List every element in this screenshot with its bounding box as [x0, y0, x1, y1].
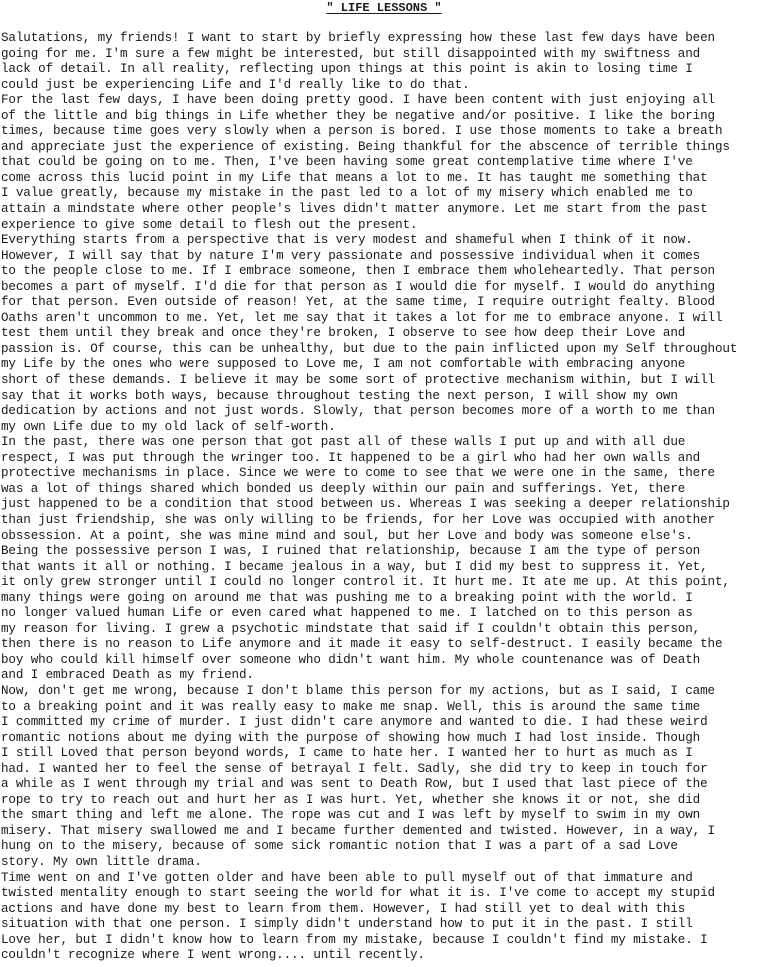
text-line: Love her, but I didn't know how to learn from my mistake, because I couldn't find my mistake. I	[1, 932, 708, 947]
text-line: to a breaking point and it was really easy to make me snap. Well, this is around the same time	[1, 699, 701, 714]
text-line: then there is no reason to Life anymore and it made it easy to self-destruct. I easily became the	[1, 637, 723, 652]
text-line: my reason for living. I grew a psychotic mindstate that said if I couldn't obtain this person,	[1, 621, 701, 636]
text-line: obssession. At a point, she was mine mind and soul, but her Love and body was someone else's.	[1, 528, 693, 543]
text-line: Salutations, my friends! I want to start by briefly expressing how these last few days have been	[1, 31, 715, 45]
text-line: protective mechanisms in place. Since we were to come to see that we were one in the same, there	[1, 466, 715, 481]
text-line: couldn't recognize where I went wrong.... until recently.	[1, 948, 425, 963]
text-line: rope to try to reach out and hurt her as I was hurt. Yet, whether she knows it or not, she did	[1, 792, 701, 807]
text-line: I committed my crime of murder. I just didn't care anymore and wanted to die. I had these weird	[1, 715, 708, 730]
text-line: the smart thing and left me alone. The rope was cut and I was left by myself to swim in my own	[1, 808, 701, 823]
text-line: Everything starts from a perspective that is very modest and shameful when I think of it now.	[1, 233, 693, 248]
text-line: test them until they break and once they're broken, I observe to see how deep their Love and	[1, 326, 686, 341]
text-line: and I embraced Death as my friend.	[1, 668, 254, 683]
document-body	[1, 31, 768, 964]
text-line: come across this lucid point in my Life that means a lot to me. It has taught me something that	[1, 170, 708, 185]
text-line: than just friendship, she was only willing to be friends, for her Love was occupied with another	[1, 512, 715, 527]
text-line: and appreciate just the experience of existing. Being thankful for the abscence of terrible things	[1, 139, 730, 154]
text-line: actions and have done my best to learn from them. However, I had still yet to deal with this	[1, 901, 686, 916]
text-line: romantic notions about me dying with the purpose of showing how much I had lost inside. Though	[1, 730, 701, 745]
page-title	[0, 2, 768, 15]
text-line: that could be going on to me. Then, I've been having some great contemplative time where I've	[1, 155, 693, 170]
text-line: say that it works both ways, because throughout testing the next person, I will show my own	[1, 388, 678, 403]
text-line: my Life by the ones who were supposed to Love me, I am not comfortable with embracing anyone	[1, 357, 686, 372]
text-line: could just be experiencing Life and I'd really like to do that.	[1, 77, 470, 92]
text-line: times, because time goes very slowly when a person is bored. I use those moments to take a breath	[1, 124, 723, 139]
text-line: Oaths aren't uncommon to me. Yet, let me say that it takes a lot for me to embrace anyone. I will	[1, 310, 723, 325]
text-line: short of these demands. I believe it may be some sort of protective mechanism within, but I will	[1, 373, 715, 388]
page-title-text: " LIFE LESSONS "	[326, 1, 442, 15]
text-line: many things were going on around me that was pushing me to a breaking point with the world. I	[1, 590, 693, 605]
text-line: However, I will say that by nature I'm very passionate and possessive individual when it comes	[1, 248, 701, 263]
text-line: for that person. Even outside of reason! Yet, at the same time, I require outright fealty. Blood	[1, 295, 715, 310]
text-line: it only grew stronger until I could no longer control it. It hurt me. It ate me up. At this point,	[1, 575, 730, 590]
text-line: Being the possessive person I was, I ruined that relationship, because I am the type of person	[1, 544, 701, 559]
text-line: boy who could kill himself over someone who didn't want him. My whole countenance was of Death	[1, 652, 701, 667]
text-line: twisted mentality enough to start seeing the world for what it is. I've come to accept my stupid	[1, 886, 715, 901]
text-line: misery. That misery swallowed me and I became further demented and twisted. However, in a way, I	[1, 823, 715, 838]
text-line: was a lot of things shared which bonded us deeply within our pain and sufferings. Yet, there	[1, 481, 686, 496]
text-line: had. I wanted her to feel the sense of betrayal I felt. Sadly, she did try to keep in touch for	[1, 761, 708, 776]
text-line: going for me. I'm sure a few might be interested, but still disappointed with my swiftness and	[1, 46, 701, 61]
text-line: For the last few days, I have been doing pretty good. I have been content with just enjoying all	[1, 93, 715, 108]
text-line: hung on to the misery, because of some sick romantic notion that I was a part of a sad Love	[1, 839, 678, 854]
text-line: no longer valued human Life or even cared what happened to me. I latched on to this person as	[1, 606, 693, 621]
text-line: dedication by actions and not just words. Slowly, that person becomes more of a worth to me than	[1, 404, 715, 419]
text-line: I value greatly, because my mistake in the past led to a lot of my misery which enabled me to	[1, 186, 693, 201]
text-line: I still Loved that person beyond words, I came to hate her. I wanted her to hurt as much as I	[1, 746, 693, 761]
text-line: my own Life due to my old lack of self-worth.	[1, 419, 336, 434]
text-line: Time went on and I've gotten older and have been able to pull myself out of that immature and	[1, 870, 693, 885]
text-line: a while as I went through my trial and was sent to Death Row, but I used that last piece of the	[1, 777, 708, 792]
text-line: of the little and big things in Life whether they be negative and/or positive. I like the boring	[1, 108, 715, 123]
text-line: that wants it all or nothing. I became jealous in a way, but I did my best to suppress it. Yet,	[1, 559, 708, 574]
text-line: attain a mindstate where other people's lives didn't matter anymore. Let me start from the past	[1, 202, 708, 217]
text-line: just happened to be a condition that stood between us. Whereas I was seeking a deeper relationship	[1, 497, 730, 512]
text-line: lack of detail. In all reality, reflecting upon things at this point is akin to losing time I	[1, 62, 693, 77]
text-line: In the past, there was one person that got past all of these walls I put up and with all due	[1, 435, 686, 450]
text-line: respect, I was put through the wringer too. It happened to be a girl who had her own walls and	[1, 450, 701, 465]
text-line: experience to give some detail to flesh out the present.	[1, 217, 418, 232]
text-line: situation with that one person. I simply didn't understand how to put it in the past. I still	[1, 917, 693, 932]
text-line: to the people close to me. If I embrace someone, then I embrace them wholeheartedly. That person	[1, 264, 715, 279]
text-line: story. My own little drama.	[1, 854, 202, 869]
text-line: Now, don't get me wrong, because I don't blame this person for my actions, but as I said, I came	[1, 683, 715, 698]
text-line: passion is. Of course, this can be unhealthy, but due to the pain inflicted upon my Self throughout	[1, 341, 738, 356]
text-line: becomes a part of myself. I'd die for that person as I would die for myself. I would do anything	[1, 279, 715, 294]
